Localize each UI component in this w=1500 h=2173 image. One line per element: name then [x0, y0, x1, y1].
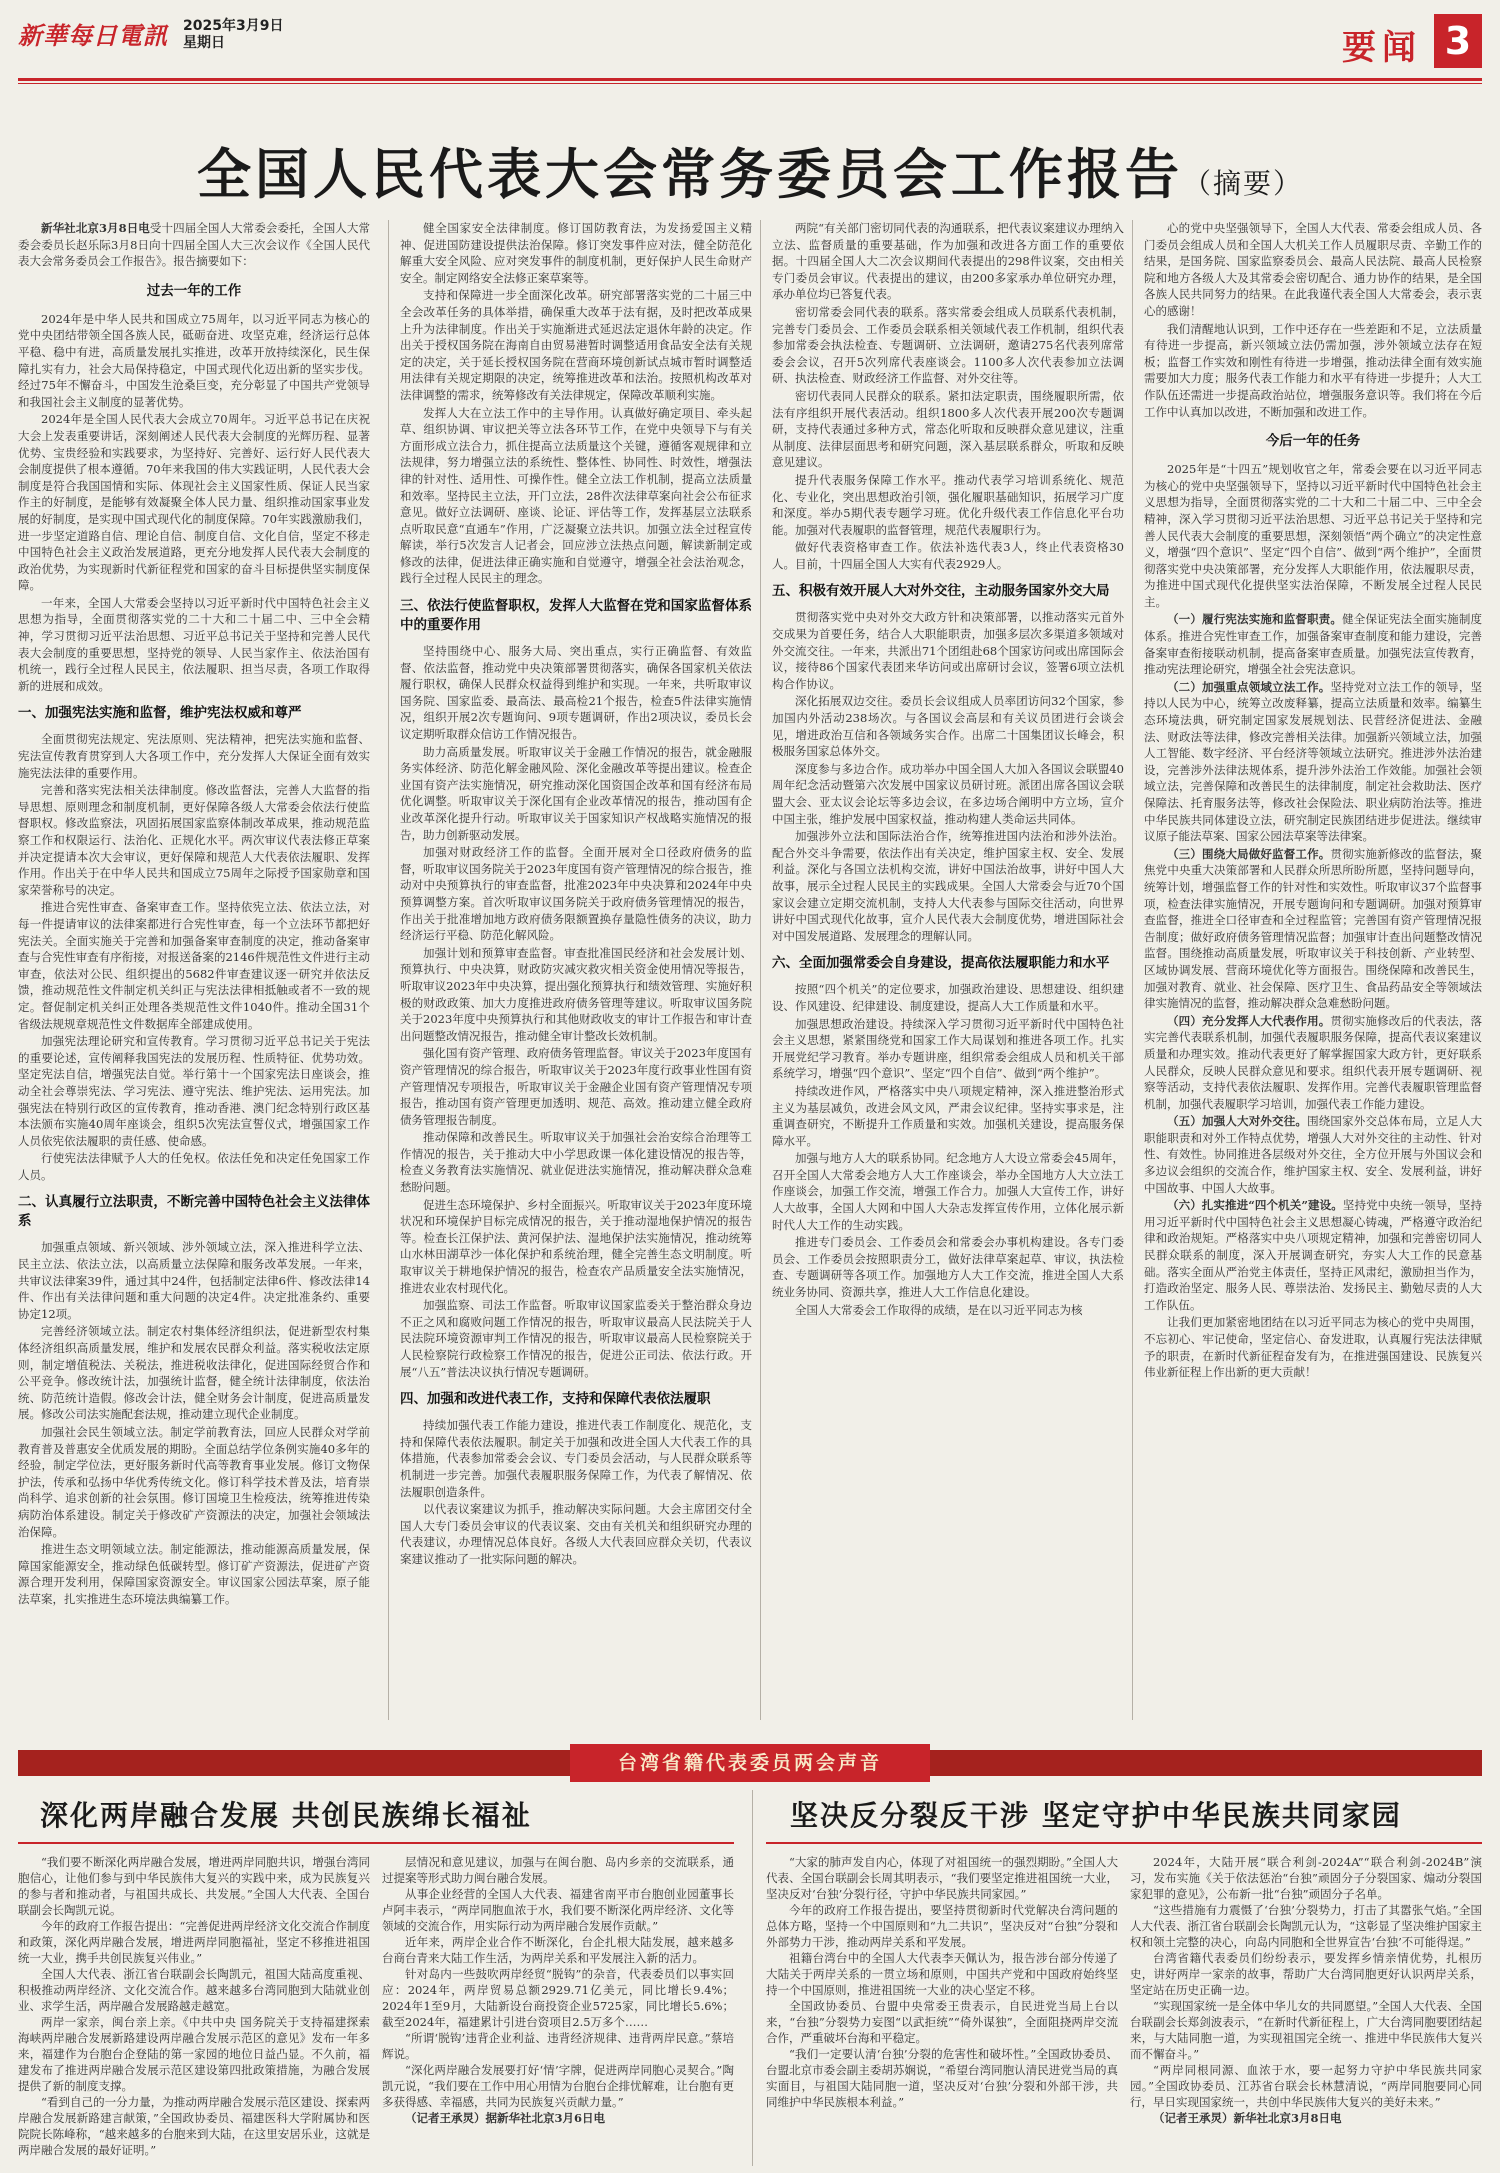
- paragraph: [772, 828, 1124, 944]
- task-heading: （四）充分发挥人大代表作用。: [1167, 1013, 1331, 1028]
- section-heading: 过去一年的工作: [146, 282, 242, 299]
- section-heading: 四、加强和改进代表工作，支持和保障代表依法履职: [400, 1391, 711, 1408]
- paragraph-text: 加强重点领域、新兴领域、涉外领域立法，深入推进科学立法、民主立法、依法立法，以高质量立法保障和服务改革发展。一年来，共审议法律案39件，通过其中24件，包括制定法律6件、修改法律14件、作出有关法律问题和重大问题的决定4件。决定批准条约、重要协定12项。: [18, 1240, 370, 1321]
- paragraph: [400, 945, 752, 1045]
- story-paragraph: 2024年，大陆开展“联合利剑-2024A”“联合利剑-2024B”演习，发布实施《关于依法惩治“台独”顽固分子分裂国家、煽动分裂国家犯罪的意见》，公布新一批“台独”顽固分子名单。: [1130, 1855, 1482, 1901]
- newspaper-logo[interactable]: 新華每日電訊: [18, 21, 168, 50]
- paragraph-text: 健全国家安全法律制度。修订国防教育法，为发扬爱国主义精神、促进国防建设提供法治保障。修订突发事件应对法，健全防范化解重大安全风险、应对突发事件的制度机制，更好保护人民生命财产安全。制定网络安全法修正案草案等。: [400, 221, 752, 285]
- story-paragraph: 今年的政府工作报告提出，要坚持贯彻新时代党解决台湾问题的总体方略，坚持一个中国原则和“九二共识”，坚决反对“台独”分裂和外部势力干涉，推动两岸关系和平发展。: [766, 1903, 1118, 1949]
- paragraph: [772, 1150, 1124, 1233]
- paragraph-text: 推进生态文明领域立法。制定能源法，推动能源高质量发展，保障国家能源安全，推动绿色低碳转型。修订矿产资源法，促进矿产资源合理开发利用，保障国家资源安全。审议国家公园法草案，原子能法草案，扎实推进生态环境法典编纂工作。: [18, 1542, 370, 1606]
- paragraph: [1144, 1113, 1482, 1196]
- paragraph-text: 一年来，全国人大常委会坚持以习近平新时代中国特色社会主义思想为指导，全面贯彻落实党的二十大和二十届二中、三中全会精神，学习贯彻习近平法治思想、习近平总书记关于坚持和完善人民代表大会制度的重要思想，坚持党的领导、人民当家作主、依法治国有机统一，践行全过程人民民主，依法履职、担当尽责，各项工作取得新的进展和成效。: [18, 595, 370, 693]
- paragraph: [400, 1129, 752, 1195]
- section-heading: 三、依法行使监督职权，发挥人大监督在党和国家监督体系中的重要作用: [400, 598, 752, 634]
- paragraph-text: 提升代表服务保障工作水平。推动代表学习培训系统化、规范化、专业化，突出思想政治引领，强化履职基础知识，拓展学习广度和深度。举办5期代表专题学习班。优化升级代表工作信息化平台功能。加强对代表履职的监督管理，规范代表履职行为。: [772, 472, 1124, 537]
- paragraph-text: 加强涉外立法和国际法治合作，统筹推进国内法治和涉外法治。配合外交斗争需要，依法作出有关决定，维护国家主权、安全、发展利益。深化与各国立法机构交流，讲好中国法治故事，讲好中国人大故事，展示全过程人民民主的实践成果。全国人大常委会与近70个国家议会建立定期交流机制，支持人大代表参与国际交往活动，向世界讲好中国式现代化故事，宣介人民代表大会制度优势，增进国际社会对中国发展道路、发展理念的理解认同。: [772, 829, 1124, 943]
- weekday-text: 星期日: [183, 35, 225, 51]
- story-paragraph: 全国政协委员、台盟中央常委王贵表示，自民进党当局上台以来，“台独”分裂势力妄图“以武拒统”“倚外谋独”，全面阻挠两岸交流合作，严重破坏台海和平稳定。: [766, 1999, 1118, 2045]
- paragraph: [1144, 1013, 1482, 1113]
- paragraph: [18, 411, 370, 594]
- paragraph-text: 深化拓展双边交往。委员长会议组成人员率团访问32个国家，参加国内外活动238场次。与各国议会高层和有关议员团进行会谈会见，增进政治互信和各领域务实合作。出席二十国集团议长峰会，积极服务国家总体外交。: [772, 694, 1124, 759]
- paragraph-text: 持续加强代表工作能力建设，推进代表工作制度化、规范化，支持和保障代表依法履职。制定关于加强和改进全国人大代表工作的具体措施，代表参加常委会会议、专门委员会活动，与人民群众联系等机制进一步完善。加强代表履职服务保障工作，为代表了解情况、依法履职创造条件。: [400, 1418, 752, 1499]
- subheadline-rule-left: [18, 1842, 734, 1844]
- paragraph-text: 两院“有关部门密切同代表的沟通联系，把代表议案建议办理纳入立法、监督质量的重要基础，作为加强和改进各方面工作的重要依据。十四届全国人大二次会议期间代表提出的298件议案，交由相关专门委员会审议。代表提出的建议，由200多家承办单位研究办理，承办单位均已答复代表。: [772, 221, 1124, 302]
- byline-paragraph: [382, 2110, 734, 2126]
- paragraph: [1144, 1314, 1482, 1380]
- paragraph: [400, 1045, 752, 1128]
- paragraph-text: 受十四届全国人大常委会委托，全国人大常委会委员长赵乐际3月8日向十四届全国人大三次会议作《全国人民代表大会常务委员会工作报告》。报告摘要如下：: [18, 221, 370, 269]
- paragraph: [772, 220, 1124, 303]
- article-column-3: [772, 220, 1124, 1730]
- paragraph-text: 加强监察、司法工作监督。听取审议国家监委关于整治群众身边不正之风和腐败问题工作情况的报告，听取审议最高人民法院关于人民法院环境资源审判工作情况的报告，听取审议最高人民检察院关于人民检察院行政检察工作情况的报告，促进公正司法、依法行政。开展“八五”普法决议执行情况专题调研。: [400, 1298, 752, 1379]
- paragraph: [772, 539, 1124, 572]
- paragraph: [18, 311, 370, 411]
- story-paragraph: 两岸一家亲，闽台亲上亲。《中共中央 国务院关于支持福建探索海峡两岸融合发展新路建设两岸融合发展示范区的意见》发布一年多来，福建作为台胞台企登陆的第一家园的地位日益凸显。不久前，福建发布了推进两岸融合发展示范区建设第四批政策措施，为融合发展提供了新的制度支撑。: [18, 2015, 370, 2093]
- story-paragraph: “我们要不断深化两岸融合发展，增进两岸同胞共识，增强台湾同胞信心，让他们参与到中华民族伟大复兴的实践中来，成为民族复兴的参与者和推动者，与祖国共成长、共发展。”全国人大代表、全国台联副会长陶凯元说。: [18, 1855, 370, 1917]
- story-paragraph: 从事企业经营的全国人大代表、福建省南平市台胞创业园董事长卢阿丰表示，“两岸同胞血浓于水，我们要不断深化两岸经济、文化等领域的交流合作，用实际行动为两岸融合发展作贡献。”: [382, 1887, 734, 1933]
- paragraph-text: 强化国有资产管理、政府债务管理监督。审议关于2023年度国有资产管理情况的综合报告，听取审议关于2023年度行政事业性国有资产管理情况专项报告，听取审议关于金融企业国有资产管理情况专项报告，推动国有资产管理更加透明、规范、高效。推动建立健全政府债务管理报告制度。: [400, 1046, 752, 1127]
- story-paragraph: 台湾省籍代表委员们纷纷表示，要发挥乡情亲情优势，扎根历史，讲好两岸一家亲的故事，帮助广大台湾同胞更好认识两岸关系，坚定站在历史正确一边。: [1130, 1951, 1482, 1997]
- story-paragraph: “看到自己的一分力量，为推动两岸融合发展示范区建设、探索两岸融合发展新路建言献策，”全国政协委员、福建医科大学附属协和医院院长陈峰称，“越来越多的台胞来到大陆，在这里安居乐业，这就是两岸融合发展的最好证明。”: [18, 2095, 370, 2157]
- headline-title: 全国人民代表大会常务委员会工作报告: [196, 142, 1183, 206]
- paragraph-text: 行使宪法法律赋予人大的任免权。依法任免和决定任免国家工作人员。: [18, 1151, 370, 1182]
- section-heading: 一、加强宪法实施和监督，维护宪法权威和尊严: [18, 705, 302, 722]
- byline: （记者王承炅）新华社北京3月8日电: [1153, 2111, 1342, 2125]
- section-title: 要闻: [1342, 28, 1422, 68]
- paragraph: [1144, 846, 1482, 1012]
- story-paragraph: “这些措施有力震慑了‘台独’分裂势力，打击了其嚣张气焰。”全国人大代表、浙江省台联副会长陶凯元认为，“这彰显了坚决维护国家主权和领土完整的决心，向岛内同胞和全世界宣告‘台独’不可能得逞。”: [1130, 1903, 1482, 1949]
- paragraph-text: 健全保证宪法全面实施制度体系。推进合宪性审查工作，加强备案审查制度和能力建设，完善备案审查衔接联动机制，提高备案审查质量。加强宪法宣传教育，推动宪法理论研究，增强全社会宪法意识。: [1144, 612, 1482, 677]
- story-paragraph: “两岸同根同源、血浓于水，要一起努力守护中华民族共同家园。”全国政协委员、江苏省台联会长林慧清说，“两岸同胞要同心同行，早日实现国家统一，共创中华民族伟大复兴的美好未来。”: [1130, 2063, 1482, 2109]
- paragraph: [772, 472, 1124, 538]
- paragraph-text: 我们清醒地认识到，工作中还存在一些差距和不足，立法质量有待进一步提高，新兴领域立法仍需加强，涉外领域立法存在短板；监督工作实效和刚性有待进一步增强，推动法律全面有效实施需要加大力度；服务代表工作能力和水平有待进一步提升；人大工作队伍还需进一步提高政治站位，增强服务意识等。我们将在今后工作中认真加以改进，不断加强和改进工作。: [1144, 321, 1482, 419]
- paragraph-text: 加强与地方人大的联系协同。纪念地方人大设立常委会45周年，召开全国人大常委会地方人大工作座谈会，举办全国地方人大立法工作座谈会，加强工作交流，增强工作合力。加强人大宣传工作，讲好人大故事，全国人大网和中国人大杂志发挥宣传作用，立体化展示新时代人大工作的生动实践。: [772, 1151, 1124, 1232]
- paragraph: [400, 744, 752, 844]
- paragraph: [18, 731, 370, 781]
- article-column-4: [1144, 220, 1482, 1730]
- story-paragraph: 今年的政府工作报告提出：“完善促进两岸经济文化交流合作制度和政策，深化两岸融合发展，增进两岸同胞福祉，坚定不移推进祖国统一大业，携手共创民族复兴伟业。”: [18, 1919, 370, 1965]
- paragraph-text: 以代表议案建议为抓手，推动解决实际问题。大会主席团交付全国人大专门委员会审议的代表议案、交由有关机关和组织研究办理的代表建议，办理情况总体良好。各级人大代表回应群众关切，代表议案建议推动了一批实际问题的解决。: [400, 1502, 752, 1566]
- story-paragraph: 祖籍台湾台中的全国人大代表李天佩认为，报告涉台部分传递了大陆关于两岸关系的一贯立场和原则，中国共产党和中国政府始终坚持一个中国原则，推进祖国统一大业的决心坚定不移。: [766, 1951, 1118, 1997]
- subheadline-left: 深化两岸融合发展 共创民族绵长福祉: [40, 1799, 532, 1832]
- paragraph-text: 加强社会民生领域立法。制定学前教育法，回应人民群众对学前教育普及普惠安全优质发展的期盼。全面总结学位条例实施40多年的经验，制定学位法，更好服务新时代高等教育事业发展。修订文物保护法，传承和弘扬中华优秀传统文化。修订科学技术普及法，培育崇尚科学、追求创新的社会氛围。修订国境卫生检疫法，统筹推进传染病防治体系建设。制定关于修改矿产资源法的决定，加强社会领域法治保障。: [18, 1425, 370, 1539]
- paragraph-text: 让我们更加紧密地团结在以习近平同志为核心的党中央周围，不忘初心、牢记使命，坚定信心、奋发进取，认真履行宪法法律赋予的职责，在新时代新征程奋发有为，在推进强国建设、民族复兴伟业新征程上作出新的更大贡献！: [1144, 1315, 1482, 1380]
- paragraph: [18, 899, 370, 1032]
- paragraph-text: 围绕国家外交总体布局，立足人大职能职责和对外工作特点优势，增强人大对外交往的主动性、针对性、有效性。协同推进各层级对外交往，全方位开展与外国议会和多边议会组织的交流合作，维护国家主权、安全、发展利益，讲好中国故事、中国人大故事。: [1144, 1114, 1482, 1195]
- article-column-1: [18, 220, 370, 1730]
- task-heading: （三）围绕大局做好监督工作。: [1167, 846, 1331, 861]
- paragraph-text: 助力高质量发展。听取审议关于金融工作情况的报告，就金融服务实体经济、防范化解金融风险、深化金融改革等提出建议。检查企业国有资产法实施情况，研究推动深化国资国企改革和国有经济布局优化调整。听取审议关于深化国有企业改革情况的报告，推动国有企业改革深化提升行动。听取审议关于国家知识产权战略实施情况的报告，助力创新驱动发展。: [400, 744, 752, 842]
- task-heading: （五）加强人大对外交往。: [1167, 1114, 1308, 1129]
- article-column-2: [400, 220, 752, 1730]
- paragraph-text: 2024年是中华人民共和国成立75周年，以习近平同志为核心的党中央团结带领全国各族人民，砥砺奋进、攻坚克难，经济运行总体平稳、稳中有进，高质量发展扎实推进，改革开放持续深化，民生保障扎实有力，社会大局保持稳定，中国式现代化迈出新的坚实步伐。经过75年不懈奋斗，中国发生沧桑巨变，充分彰显了中国共产党领导和我国社会主义制度的显著优势。: [18, 311, 370, 409]
- paragraph-text: 推动保障和改善民生。听取审议关于加强社会治安综合治理等工作情况的报告，关于推动大中小学思政课一体化建设情况的报告等，检查义务教育法实施情况、就业促进法实施情况，推动解决群众急难愁盼问题。: [400, 1130, 752, 1195]
- paragraph-text: 加强宪法理论研究和宣传教育。学习贯彻习近平总书记关于宪法的重要论述，宣传阐释我国宪法的发展历程、性质特征、优势功效。坚定宪法自信，增强宪法自觉。举行第十一个国家宪法日座谈会，推动全社会尊崇宪法、学习宪法、遵守宪法、维护宪法、运用宪法。加强宪法在特别行政区的宣传教育，推动香港、澳门纪念特别行政区基本法颁布实施40周年座谈会，组织5次宪法宣誓仪式，增强国家工作人员依宪依法履职的责任感、使命感。: [18, 1034, 370, 1148]
- paragraph: [772, 693, 1124, 759]
- paragraph: [772, 761, 1124, 827]
- column-divider: [1132, 220, 1133, 1720]
- paragraph: [400, 643, 752, 743]
- paragraph: [400, 1417, 752, 1500]
- paragraph-text: 密切代表同人民群众的联系。紧扣法定职责，围绕履职所需，依法有序组织开展代表活动。组织1800多人次代表开展200次专题调研，支持代表通过多种方式，常态化听取和反映群众意见建议，注重从制度、法律层面思考和研究问题，深入基层联系群众，听取和反映意见建议。: [772, 388, 1124, 470]
- paragraph-text: 促进生态环境保护、乡村全面振兴。听取审议关于2023年度环境状况和环境保护目标完成情况的报告，关于推动湿地保护情况的报告等。检查长江保护法、黄河保护法、湿地保护法实施情况，推动统筹山水林田湖草沙一体化保护和系统治理，健全完善生态文明制度。听取审议关于耕地保护情况的报告，检查农产品质量安全法实施情况，推进农业农村现代化。: [400, 1197, 752, 1295]
- paragraph: [400, 405, 752, 588]
- paragraph: [400, 1197, 752, 1297]
- paragraph: [400, 844, 752, 944]
- paragraph-text: 持续改进作风，严格落实中央八项规定精神，深入推进整治形式主义为基层减负，改进会风文风，严肃会议纪律。坚持实事求是，注重调查研究，不断提升工作质量和实效。加强机关建设，提高服务保障水平。: [772, 1083, 1124, 1148]
- task-heading: （二）加强重点领域立法工作。: [1167, 679, 1331, 694]
- section-heading: 今后一年的任务: [1265, 433, 1361, 450]
- paragraph-text: 贯彻实施新修改的监督法，聚焦党中央重大决策部署和人民群众所思所盼所愿，坚持问题导向，统筹计划，增强监督工作的针对性和实效性。听取审议37个监督事项，检查法律实施情况，开展专题询问和专题调研。加强对预算审查监督，推进全口径审查和全过程监管；完善国有资产管理情况报告制度；做好政府债务管理情况监督；加强审计查出问题整改情况监督。围绕推动高质量发展，听取审议关于科技创新、产业转型、区域协调发展、营商环境优化等方面报告。围绕保障和改善民生，加强对教育、就业、社会保障、医疗卫生、食品药品安全等领域法律实施情况的监督，推动解决群众急难愁盼问题。: [1144, 846, 1482, 1011]
- story-paragraph: “大家的肺声发自内心，体现了对祖国统一的强烈期盼。”全国人大代表、全国台联副会长周其明表示，“我们要坚定推进祖国统一大业，坚决反对‘台独’分裂行径，守护中华民族共同家园。”: [766, 1855, 1118, 1901]
- story-divider: [752, 1790, 753, 2166]
- headline-subtitle: （摘要）: [1182, 167, 1303, 200]
- paragraph: [400, 1501, 752, 1567]
- paragraph: [772, 1016, 1124, 1082]
- paragraph: [1144, 461, 1482, 610]
- paragraph: [1144, 611, 1482, 677]
- story-paragraph: 全国人大代表、浙江省台联副会长陶凯元，祖国大陆高度重视、积极推动两岸经济、文化交流合作。越来越多台湾同胞到大陆就业创业、求学生活，两岸融合发展路越走越宽。: [18, 1967, 370, 2013]
- paragraph-text: 加强对财政经济工作的监督。全面开展对全口径政府债务的监督，听取审议国务院关于2023年度国有资产管理情况的综合报告，推动对中央预算执行的审查监督，批准2023年中央决算和2024年中央预算调整方案。首次听取审议国务院关于政府债务管理情况的报告，作出关于批准增加地方政府债务限额置换存量隐性债务的决议，助力经济运行平稳、防范化解风险。: [400, 845, 752, 943]
- paragraph-text: 心的党中央坚强领导下，全国人大代表、常委会组成人员、各门委员会组成人员和全国人大机关工作人员履职尽责、辛勤工作的结果，是国务院、国家监察委员会、最高人民法院、最高人民检察院和地方各级人大及其常委会密切配合、通力协作的结果，是全国各族人民共同努力的结果。在此我谨代表全国人大常委会，表示衷心的感谢！: [1144, 221, 1482, 318]
- paragraph: [18, 220, 370, 270]
- masthead: [18, 14, 1482, 70]
- story-column-1: [18, 1854, 370, 2166]
- paragraph-text: 加强计划和预算审查监督。审查批准国民经济和社会发展计划、预算执行、中央决算，财政防灾减灾救灾相关资金使用情况等报告，听取审议2023年中央决算，提出强化预算执行和绩效管理、实施好积极的财政政策、加大力度推进政府债务管理等建议。听取审议国务院关于2023年度中央预算执行和其他财政收支的审计工作报告和审计查出问题整改情况报告，推动健全审计整改长效机制。: [400, 945, 752, 1043]
- paragraph-text: 全国人大常委会工作取得的成绩，是在以习近平同志为核: [795, 1302, 1083, 1317]
- story-paragraph: “我们一定要认清‘台独’分裂的危害性和破坏性。”全国政协委员、台盟北京市委会副主委胡苏娴说，“希望台湾同胞认清民进党当局的真实面目，与祖国大陆同胞一道，坚决反对‘台独’分裂和外部干涉，共同维护中华民族根本利益。”: [766, 2047, 1118, 2109]
- paragraph: [1144, 321, 1482, 421]
- paragraph: [18, 1150, 370, 1183]
- paragraph-text: 2025年是“十四五”规划收官之年，常委会要在以习近平同志为核心的党中央坚强领导下，坚持以习近平新时代中国特色社会主义思想为指导，全面贯彻落实党的二十大和二十届二中、三中全会精神，深入学习贯彻习近平法治思想、习近平总书记关于坚持和完善人民代表大会制度的重要思想，深刻领悟“两个确立”的决定性意义，增强“四个意识”、坚定“四个自信”、做到“两个维护”，全面贯彻落实党中央决策部署，充分发挥人大职能作用，依法履职尽责，为推进中国式现代化提供坚实法治保障，不断发展全过程人民民主。: [1144, 462, 1482, 609]
- paragraph: [772, 1302, 1124, 1319]
- story-paragraph: “所谓‘脱钩’违背企业利益、违背经济规律、违背两岸民意。”蔡培辉说。: [382, 2031, 734, 2061]
- story-paragraph: 近年来，两岸企业合作不断深化，台企扎根大陆发展，越来越多台商台青来大陆工作生活，为两岸关系和平发展注入新的活力。: [382, 1935, 734, 1965]
- paragraph: [772, 1234, 1124, 1300]
- paragraph: [400, 287, 752, 403]
- byline: （记者王承炅）据新华社北京3月6日电: [405, 2111, 606, 2125]
- paragraph-text: 2024年是全国人民代表大会成立70周年。习近平总书记在庆祝大会上发表重要讲话，深刻阐述人民代表大会制度的光辉历程、显著优势、宝贵经验和实践要求，为坚持好、完善好、运行好人民代表大会制度提供了根本遵循。70年来我国的伟大实践证明，人民代表大会制度是符合我国国情和实际、体现社会主义国家性质、保证人民当家作主的好制度，是能够有效凝聚全体人民力量、组织推动国家事业发展的好制度，是实现中国式现代化的制度保障。70年实践激励我们，进一步坚定道路自信、理论自信、制度自信、文化自信，坚定不移走中国特色社会主义政治发展道路，更充分地发挥人民代表大会制度的政治优势，为实现新时代新征程党和国家的奋斗目标提供坚实制度保障。: [18, 412, 370, 593]
- paragraph-text: 做好代表资格审查工作。依法补选代表3人，终止代表资格30人。目前，十四届全国人大实有代表2929人。: [772, 540, 1124, 571]
- paragraph-text: 推进合宪性审查、备案审查工作。坚持依宪立法、依法立法，对每一件提请审议的法律案都进行合宪性审查，每一个立法环节都把好宪法关。全面实施关于完善和加强备案审查制度的决定，推动备案审查与合宪性审查有序衔接，对报送备案的2146件规范性文件进行主动审查，依法对公民、组织提出的5682件审查建议逐一研究并依法反馈，推动规范性文件制定机关纠正与宪法法律相抵触或者不一致的规定。督促制定机关纠正处理各类规范性文件1040件。推动全国31个省级法规规章规范性文件数据库全部建成使用。: [18, 900, 370, 1031]
- story-column-2: [382, 1854, 734, 2166]
- task-heading: （一）履行宪法实施和监督职责。: [1167, 612, 1343, 627]
- paragraph: [18, 595, 370, 695]
- story-paragraph: 针对岛内一些鼓吹两岸经贸“脱钩”的杂音，代表委员们以事实回应：2024年，两岸贸易总额2929.71亿美元，同比增长9.4%；2024年1至9月，大陆新设台商投资企业5725家，同比增长5.6%；截至2024年，福建累计引进台资项目2.5万多个……: [382, 1967, 734, 2029]
- paragraph: [400, 1297, 752, 1380]
- column-divider: [760, 220, 761, 1720]
- paragraph-text: 深度参与多边合作。成功举办中国全国人大加入各国议会联盟40周年纪念活动暨第六次发展中国家议员研讨班。派团出席各国议会联盟大会、亚太议会论坛等多边会议，在多边场合阐明中方立场，宣介中国主张，维护发展中国家权益，推动构建人类命运共同体。: [772, 761, 1124, 826]
- subheadline-right: 坚决反分裂反干涉 坚定守护中华民族共同家园: [790, 1799, 1402, 1832]
- task-heading: （六）扎实推进“四个机关”建设。: [1167, 1198, 1343, 1213]
- paragraph-text: 密切常委会同代表的联系。落实常委会组成人员联系代表机制，完善专门委员会、工作委员会联系相关领域代表工作机制，组织代表参加常委会执法检查、专题调研、立法调研，邀请275名代表列席常委会会议，召开5次列席代表座谈会。1100多人次代表参加立法调研、执法检查、财政经济工作监督、对外交往等。: [772, 304, 1124, 386]
- column-divider: [388, 220, 389, 1720]
- byline-paragraph: [1130, 2110, 1482, 2126]
- paragraph-text: 贯彻实施修改后的代表法，落实完善代表联系机制，加强代表履职服务保障，提高代表议案建议质量和办理实效。推动代表更好了解掌握国家大政方针，更好联系人民群众，反映人民群众意见和要求。组织代表开展专题调研、视察等活动，支持代表依法履职、发挥作用。完善代表履职管理监督机制，加强代表履职学习培训，加强代表工作能力建设。: [1144, 1013, 1482, 1111]
- paragraph: [772, 981, 1124, 1014]
- paragraph-text: 支持和保障进一步全面深化改革。研究部署落实党的二十届三中全会改革任务的具体举措，确保重大改革于法有据，及时把改革成果上升为法律制度。作出关于实施渐进式延迟法定退休年龄的决定。作出关于授权国务院在海南自由贸易港暂时调整适用食品安全法有关规定的决定，关于延长授权国务院在营商环境创新试点城市暂时调整适用法律有关规定期限的决定，统筹推进改革和法治。按照机构改革对法律调整的需求，统筹修改有关法律规定，保障改革顺利实施。: [400, 288, 752, 402]
- paragraph-text: 推进专门委员会、工作委员会和常委会办事机构建设。各专门委员会、工作委员会按照职责分工，做好法律草案起草、审议，执法检查、专题调研等各项工作。加强地方人大工作交流，推进全国人大系统业务协同、资源共享，推进人大工作信息化建设。: [772, 1235, 1124, 1300]
- paragraph-text: 发挥人大在立法工作中的主导作用。认真做好确定项目、牵头起草、组织协调、审议把关等立法各环节工作，在党中央领导下与有关方面形成立法合力，抓住提高立法质量这个关键，遵循客观规律和立法规律，努力增强立法的系统性、整体性、协同性、时效性，增强法律的针对性、适用性、可操作性。健全立法工作机制，提高立法质量和效率。坚持民主立法，开门立法，28件次法律草案向社会公布征求意见。做好立法调研、座谈、论证、评估等工作，发挥基层立法联系点听取民意“直通车”作用，广泛凝聚立法共识。加强立法全过程宣传解读，举行5次发言人记者会，回应涉立法热点问题，解读新制定或修改的法律，促进法律正确实施和自觉遵守，增强全社会法治观念，践行全过程人民民主的理念。: [400, 405, 752, 586]
- masthead-rule-thin: [18, 83, 1482, 84]
- paragraph: [1144, 220, 1482, 320]
- paragraph: [1144, 1197, 1482, 1313]
- paragraph-text: 坚持党对立法工作的领导，坚持以人民为中心，统筹立改废释纂，提高立法质量和效率。编纂生态环境法典，研究制定国家发展规划法、民营经济促进法、金融法、财政法等法律，修改完善相关法律。加强新兴领域立法，加强人工智能、数字经济、平台经济等领域立法研究。推进涉外法治建设，完善涉外法律法规体系，提升涉外法治工作效能。加强社会领域立法，完善保障和改善民生的法律制度，制定社会救助法、医疗保障法、托育服务法等，修改社会保险法、职业病防治法等。推进中华民族共同体建设立法，研究制定民族团结进步促进法。继续审议原子能法草案、国家公园法草案等法律案。: [1144, 679, 1482, 844]
- section-heading: 五、积极有效开展人大对外交往，主动服务国家外交大局: [772, 583, 1110, 600]
- paragraph-text: 完善经济领域立法。制定农村集体经济组织法，促进新型农村集体经济组织高质量发展，维护和发展农民群众利益。落实税收法定原则，制定增值税法、关税法，推进税收法律化，促进国际经贸合作和公平竞争。修改统计法，加强统计监督，健全统计法律制度，依法治统、防范统计造假。修改会计法，健全财务会计制度，促进高质量发展。修改公司法实施配套法规，推动建立现代企业制度。: [18, 1324, 370, 1422]
- paragraph: [18, 782, 370, 898]
- paragraph-text: 完善和落实宪法相关法律制度。修改监督法，完善人大监督的指导思想、原则理念和制度机制，更好保障各级人大常委会依法行使监督职权。修改监察法，巩固拓展国家监察体制改革成果，推动规范监察工作和权限运行、法治化、正规化水平。两次审议代表法修正草案并决定提请本次大会审议，更好保障和规范人大代表依法履职、发挥作用。作出关于在中华人民共和国成立75周年之际授予国家勋章和国家荣誉称号的决定。: [18, 783, 370, 897]
- paragraph: [1144, 679, 1482, 845]
- page-number: 3: [1434, 14, 1482, 68]
- paragraph-text: 坚持围绕中心、服务大局、突出重点，实行正确监督、有效监督、依法监督，推动党中央决策部署贯彻落实，确保各国家机关依法履行职权，确保人民群众权益得到维护和实现。一年来，共听取审议国务院、国家监委、最高法、最高检21个报告，检查5件法律实施情况，组织开展2次专题询问、9项专题调研，作出2项决议，委员长会议定期听取群众信访工作情况报告。: [400, 644, 752, 742]
- paragraph-text: 按照“四个机关”的定位要求，加强政治建设、思想建设、组织建设、作风建设、纪律建设、制度建设，提高人大工作质量和水平。: [772, 982, 1124, 1013]
- paragraph: [772, 388, 1124, 471]
- story-column-3: [766, 1854, 1118, 2166]
- issue-date: [183, 18, 283, 52]
- date-text: 2025年3月9日: [183, 18, 284, 34]
- masthead-rule: [18, 78, 1482, 81]
- subheadline-rule-right: [766, 1842, 1482, 1844]
- paragraph-text: 全面贯彻宪法规定、宪法原则、宪法精神，把宪法实施和监督、宪法宣传教育贯穿到人大各项工作中，充分发挥人大保证全面有效实施宪法法律的重要作用。: [18, 732, 370, 780]
- story-column-4: [1130, 1854, 1482, 2166]
- feature-banner-title: 台湾省籍代表委员两会声音: [570, 1744, 930, 1782]
- paragraph: [18, 1239, 370, 1322]
- story-paragraph: “深化两岸融合发展要打好‘情’字牌，促进两岸同胞心灵契合。”陶凯元说，“我们要在工作中用心用情为台胞台企排忧解难，让台胞有更多获得感、幸福感，共同为民族复兴贡献力量。”: [382, 2063, 734, 2109]
- paragraph: [18, 1424, 370, 1540]
- section-heading: 六、全面加强常委会自身建设，提高依法履职能力和水平: [772, 955, 1110, 972]
- paragraph-text: 加强思想政治建设。持续深入学习贯彻习近平新时代中国特色社会主义思想，紧紧围绕党和国家工作大局谋划和推进各项工作。扎实开展党纪学习教育。举办专题讲座，组织常委会组成人员和机关干部系统学习，增强“四个意识”、坚定“四个自信”、做到“两个维护”。: [772, 1016, 1124, 1081]
- paragraph-text: 贯彻落实党中央对外交大政方针和决策部署，以推动落实元首外交成果为首要任务，结合人大职能职责，加强多层次多渠道多领域对外交流交往。一年来，共派出71个团组赴68个国家访问或出席国际会议，接待86个国家代表团来华访问或出席研讨会议，签署6项立法机构合作协议。: [772, 610, 1124, 691]
- dateline: 新华社北京3月8日电: [41, 221, 150, 235]
- paragraph: [772, 304, 1124, 387]
- paragraph: [18, 1541, 370, 1607]
- paragraph: [772, 1083, 1124, 1149]
- story-paragraph: “实现国家统一是全体中华儿女的共同愿望。”全国人大代表、全国台联副会长郑剑波表示，“在新时代新征程上，广大台湾同胞要团结起来，与大陆同胞一道，为实现祖国完全统一、推进中华民族伟大复兴而不懈奋斗。”: [1130, 1999, 1482, 2061]
- paragraph: [18, 1323, 370, 1423]
- paragraph: [18, 1033, 370, 1149]
- paragraph: [400, 220, 752, 286]
- paragraph: [772, 609, 1124, 692]
- story-paragraph: 层情况和意见建议，加强与在闽台胞、岛内乡亲的交流联系，通过提案等形式助力闽台融合发展。: [382, 1855, 734, 1885]
- paragraph-text: 坚持党中央统一领导，坚持用习近平新时代中国特色社会主义思想凝心铸魂，严格遵守政治纪律和政治规矩。严格落实中央八项规定精神，加强和完善密切同人民群众联系的制度，深入开展调查研究，夯实人大工作的民意基础。落实全面从严治党主体责任，坚持正风肃纪，激励担当作为，打造政治坚定、服务人民、尊崇法治、发扬民主、勤勉尽责的人大工作队伍。: [1144, 1198, 1482, 1312]
- article-headline: [0, 132, 1500, 209]
- section-heading: 二、认真履行立法职责，不断完善中国特色社会主义法律体系: [18, 1194, 370, 1230]
